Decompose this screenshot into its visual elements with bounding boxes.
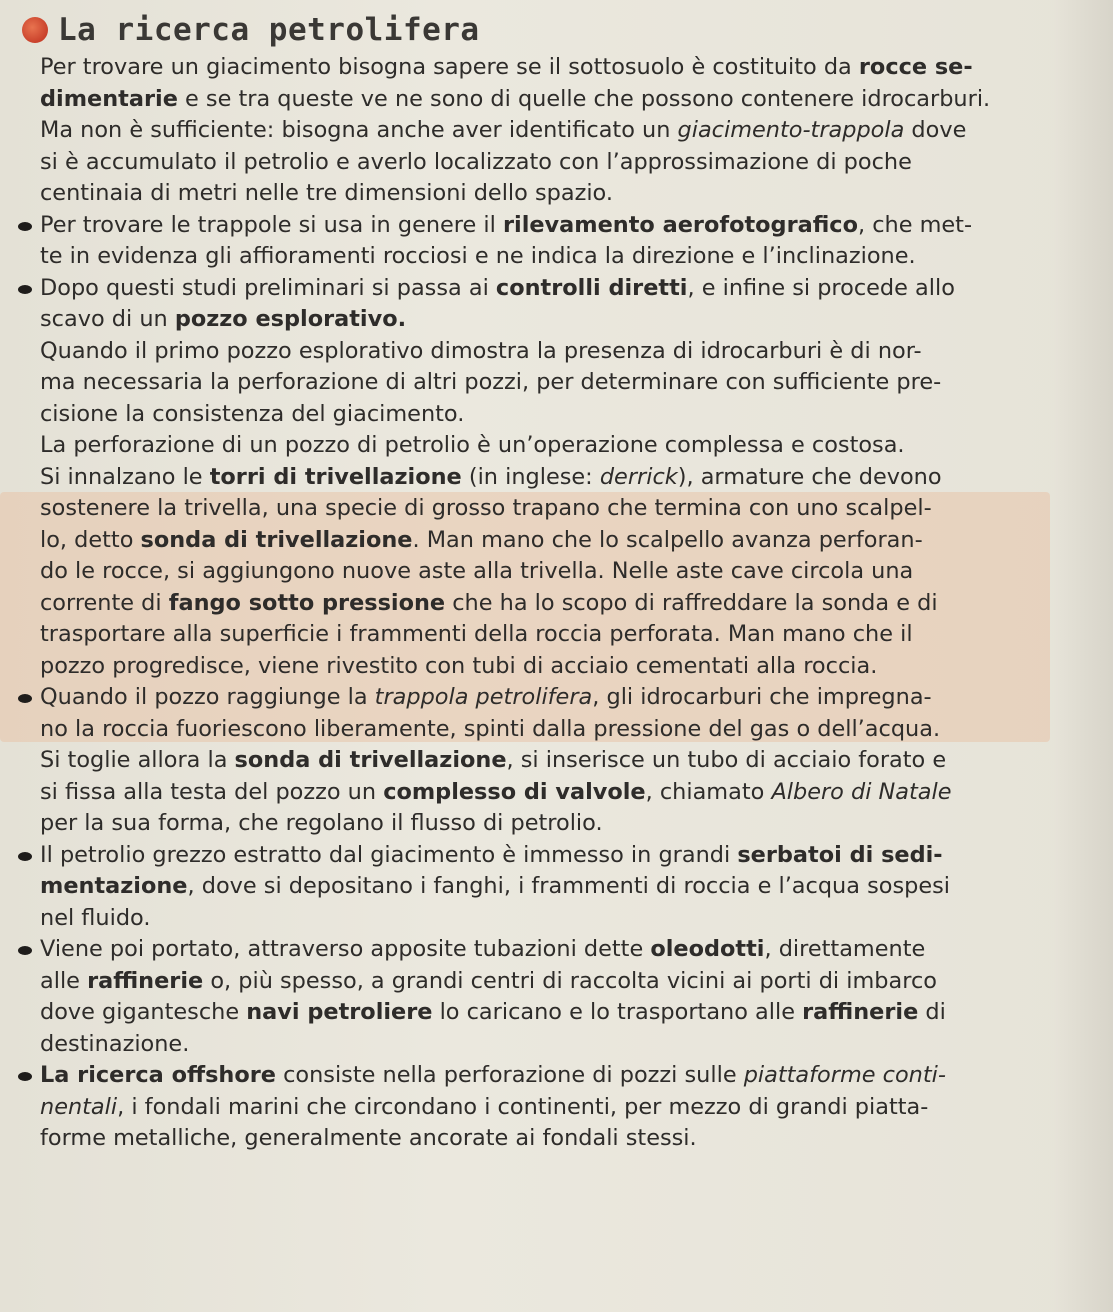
text-line: no la roccia fuoriescono liberamente, spinti dalla pressione del gas o dell’acqua.	[40, 715, 941, 742]
text-line: pozzo progredisce, viene rivestito con tubi di acciaio cementati alla roccia.	[40, 652, 878, 679]
text-line: cisione la consistenza del giacimento.	[40, 400, 465, 427]
bullet-dot-icon	[22, 17, 48, 43]
section-title: La ricerca petrolifera	[58, 12, 480, 48]
text-line: Viene poi portato, attraverso apposite tubazioni dette oleodotti, direttamente	[40, 936, 926, 962]
text-line: Si innalzano le torri di trivellazione (in inglese: derrick), armature che devono	[40, 463, 942, 490]
text-line: Quando il pozzo raggiunge la trappola petrolifera, gli idrocarburi che impregna-	[40, 684, 932, 710]
text-line: si fissa alla testa del pozzo un complesso di valvole, chiamato Albero di Natale	[40, 778, 952, 805]
text-line: Dopo questi studi preliminari si passa ai controlli diretti, e infine si procede allo	[40, 274, 955, 301]
paragraph-oleodotti	[18, 934, 1040, 1060]
bullet-icon	[18, 285, 32, 294]
text-line: Per trovare le trappole si usa in genere il rilevamento aerofotografico, che met-	[40, 211, 973, 238]
text-line: mentazione, dove si depositano i fanghi, i frammenti di roccia e l’acqua sospesi	[40, 873, 950, 899]
bullet-icon	[18, 946, 32, 955]
paragraph-perforazione	[18, 273, 1040, 683]
text-line: dimentarie e se tra queste ve ne sono di quelle che possono contenere idrocarburi.	[40, 85, 991, 112]
page-edge-shadow	[1053, 0, 1113, 1312]
bullet-icon	[18, 694, 32, 703]
text-line: dove gigantesche navi petroliere lo caricano e lo trasportano alle raffinerie di	[40, 999, 946, 1025]
paragraph-intro	[40, 52, 1040, 210]
paragraph-rilevamento	[18, 210, 1040, 273]
text-line: per la sua forma, che regolano il flusso di petrolio.	[40, 810, 603, 836]
text-line: La perforazione di un pozzo di petrolio è un’operazione complessa e costosa.	[40, 432, 905, 458]
paragraph-serbatoi	[18, 840, 1040, 935]
text-line: scavo di un pozzo esplorativo.	[40, 306, 407, 332]
text-line: La ricerca offshore consiste nella perforazione di pozzi sulle piattaforme conti-	[40, 1062, 946, 1088]
text-line: sostenere la trivella, una specie di grosso trapano che termina con uno scalpel-	[40, 495, 932, 521]
paragraph-trappola	[18, 682, 1040, 840]
text-line: te in evidenza gli affioramenti rocciosi e ne indica la direzione e l’inclinazione.	[40, 243, 916, 269]
text-line: Si toglie allora la sonda di trivellazione, si inserisce un tubo di acciaio forato e	[40, 747, 947, 773]
article-body	[40, 52, 1040, 1155]
text-line: trasportare alla superficie i frammenti della roccia perforata. Man mano che il	[40, 621, 913, 647]
bullet-icon	[18, 852, 32, 861]
text-line: corrente di fango sotto pressione che ha lo scopo di raffreddare la sonda e di	[40, 589, 938, 616]
bullet-icon	[18, 1072, 32, 1081]
text-line: Per trovare un giacimento bisogna sapere se il sottosuolo è costituito da rocce se-	[40, 54, 973, 80]
text-line: Ma non è sufficiente: bisogna anche aver identificato un giacimento-trappola dove	[40, 117, 967, 143]
text-line: nel fluido.	[40, 904, 151, 931]
text-line: destinazione.	[40, 1030, 190, 1057]
text-line: do le rocce, si aggiungono nuove aste alla trivella. Nelle aste cave circola una	[40, 558, 914, 584]
text-line: forme metalliche, generalmente ancorate ai fondali stessi.	[40, 1125, 697, 1151]
text-line: si è accumulato il petrolio e averlo localizzato con l’approssimazione di poche	[40, 148, 912, 175]
text-line: ma necessaria la perforazione di altri pozzi, per determinare con sufficiente pre-	[40, 369, 942, 395]
text-line: Il petrolio grezzo estratto dal giacimento è immesso in grandi serbatoi di sedi-	[40, 841, 943, 868]
text-line: alle raffinerie o, più spesso, a grandi centri di raccolta vicini ai porti di imbarco	[40, 967, 937, 994]
text-line: centinaia di metri nelle tre dimensioni dello spazio.	[40, 180, 613, 206]
text-line: nentali, i fondali marini che circondano i continenti, per mezzo di grandi piatta-	[40, 1093, 929, 1120]
section-header	[22, 8, 480, 52]
text-line: lo, detto sonda di trivellazione. Man mano che lo scalpello avanza perforan-	[40, 526, 923, 553]
paragraph-offshore	[18, 1060, 1040, 1155]
bullet-icon	[18, 222, 32, 231]
text-line: Quando il primo pozzo esplorativo dimostra la presenza di idrocarburi è di nor-	[40, 337, 922, 364]
